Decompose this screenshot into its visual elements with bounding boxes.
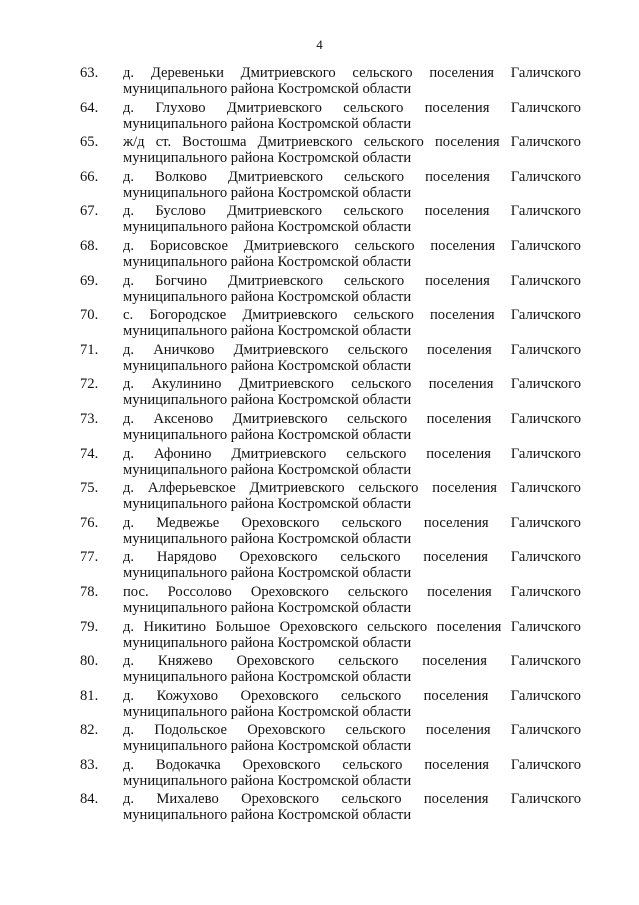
item-word: пос.	[123, 583, 149, 600]
item-number: 77.	[80, 549, 99, 566]
item-word: д.	[123, 99, 135, 116]
item-word: Галичского	[510, 272, 581, 289]
item-text-line2: муниципального района Костромской области	[123, 392, 412, 409]
item-text-line1	[123, 549, 581, 566]
page-number: 4	[316, 37, 323, 52]
item-word: поселения	[424, 203, 490, 220]
item-word: сельского	[341, 687, 402, 704]
item-word: Дмитриевского	[227, 168, 323, 185]
item-word: поселения	[434, 134, 500, 151]
item-word: д.	[123, 791, 135, 808]
item-word: Дмитриевского	[242, 307, 338, 324]
item-word: Галичского	[510, 168, 581, 185]
item-word: д.	[123, 237, 135, 254]
item-word: д.	[123, 653, 135, 670]
item-word: поселения	[429, 307, 495, 324]
item-text-line2: муниципального района Костромской области	[123, 807, 412, 824]
item-text-line1	[123, 100, 581, 117]
item-word: Деревеньки	[150, 65, 224, 81]
list-item	[0, 616, 639, 651]
item-word: Ореховского	[241, 514, 320, 531]
item-text-line1	[123, 376, 581, 393]
item-text-line2: муниципального района Костромской области	[123, 496, 412, 513]
item-word: д.	[123, 410, 135, 427]
item-word: Подольское	[154, 722, 227, 739]
item-text-line1	[123, 307, 581, 324]
item-text-line2: муниципального района Костромской области	[123, 253, 412, 270]
item-word: д.	[123, 168, 135, 185]
item-word: ж/д	[123, 134, 145, 151]
item-word: Галичского	[510, 791, 581, 808]
item-word: сельского	[367, 618, 428, 635]
item-word: поселения	[423, 514, 489, 531]
item-word: сельского	[358, 480, 419, 497]
item-number: 64.	[80, 99, 99, 116]
item-number: 73.	[80, 410, 99, 427]
list-item	[0, 719, 639, 754]
item-text-line2: муниципального района Костромской области	[123, 599, 412, 616]
item-text-line1	[123, 203, 581, 220]
item-word: сельского	[347, 583, 409, 600]
list-item	[0, 235, 639, 270]
item-number: 66.	[80, 168, 99, 185]
item-word: д.	[123, 687, 135, 704]
item-word: поселения	[429, 65, 495, 81]
item-word: Медвежье	[156, 514, 220, 531]
item-text-line1	[123, 342, 581, 359]
item-word: сельского	[354, 237, 415, 254]
item-number: 72.	[80, 376, 99, 393]
item-word: поселения	[424, 756, 490, 773]
item-word: Ореховского	[242, 756, 321, 773]
item-word: Большое	[215, 618, 271, 635]
item-number: 84.	[80, 791, 99, 808]
item-text-line2: муниципального района Костромской области	[123, 219, 412, 236]
item-word: Буслово	[155, 203, 206, 220]
item-word: поселения	[422, 653, 487, 670]
item-word: сельского	[345, 722, 406, 739]
item-text-line2: муниципального района Костромской области	[123, 738, 412, 755]
item-text-line1	[123, 722, 581, 739]
item-word: Дмитриевского	[226, 99, 322, 116]
item-word: д.	[123, 549, 135, 566]
item-word: Востошма	[182, 134, 247, 151]
item-word: Галичского	[510, 480, 581, 497]
item-word: Афонино	[153, 445, 212, 462]
item-number: 74.	[80, 445, 99, 462]
list-item	[0, 97, 639, 132]
list-item	[0, 443, 639, 478]
item-word: сельского	[341, 791, 402, 808]
item-number: 78.	[80, 583, 99, 600]
item-word: сельского	[347, 410, 408, 427]
item-text-line1	[123, 134, 581, 151]
item-word: поселения	[424, 99, 490, 116]
item-word: поселения	[425, 272, 490, 289]
item-word: Галичского	[510, 376, 581, 393]
list-item	[0, 373, 639, 408]
item-word: Галичского	[510, 445, 581, 462]
item-word: д.	[123, 376, 135, 393]
item-word: поселения	[423, 549, 489, 566]
item-text-line2: муниципального района Костромской области	[123, 288, 412, 305]
list-item	[0, 339, 639, 374]
item-text-line1	[123, 757, 581, 774]
item-word: поселения	[427, 583, 492, 600]
item-word: Ореховского	[236, 653, 315, 670]
item-number: 81.	[80, 687, 99, 704]
item-word: сельского	[338, 653, 399, 670]
item-number: 79.	[80, 618, 99, 635]
item-text-line2: муниципального района Костромской области	[123, 357, 412, 374]
item-word: Россолово	[167, 583, 232, 600]
list-item	[0, 685, 639, 720]
item-word: Ореховского	[250, 583, 329, 600]
item-word: сельского	[343, 168, 405, 185]
list-item	[0, 166, 639, 201]
item-word: Нарядово	[156, 549, 217, 566]
item-text-line1	[123, 584, 581, 601]
list-item	[0, 131, 639, 166]
item-number: 69.	[80, 272, 99, 289]
item-text-line1	[123, 411, 581, 428]
item-word: сельского	[352, 65, 413, 81]
item-word: д.	[123, 445, 135, 462]
item-word: сельского	[343, 203, 404, 220]
item-word: поселения	[423, 687, 489, 704]
item-text-line1	[123, 446, 581, 463]
item-word: Галичского	[510, 549, 581, 566]
item-text-line1	[123, 65, 581, 82]
item-word: Галичского	[510, 722, 581, 739]
list-item	[0, 754, 639, 789]
item-word: Акулинино	[151, 376, 222, 393]
item-text-line2: муниципального района Костромской области	[123, 703, 412, 720]
item-word: д.	[123, 722, 135, 739]
item-word: поселения	[426, 445, 491, 462]
item-number: 70.	[80, 307, 99, 324]
item-number: 75.	[80, 480, 99, 497]
item-word: Дмитриевского	[227, 203, 323, 220]
list-item	[0, 270, 639, 305]
item-word: Дмитриевского	[238, 376, 334, 393]
item-text-line1	[123, 653, 581, 670]
item-word: сельского	[346, 445, 407, 462]
list-item	[0, 788, 639, 823]
list-item	[0, 581, 639, 616]
item-word: поселения	[426, 410, 492, 427]
list-item	[0, 200, 639, 235]
item-word: Галичского	[510, 618, 581, 635]
item-word: Дмитриевского	[228, 272, 323, 289]
item-number: 65.	[80, 134, 99, 151]
item-word: Дмитриевского	[243, 237, 339, 254]
item-word: поселения	[425, 168, 490, 185]
item-word: Волково	[155, 168, 207, 185]
item-text-line2: муниципального района Костромской области	[123, 184, 412, 201]
item-word: поселения	[436, 618, 502, 635]
item-word: сельского	[343, 99, 404, 116]
list-item	[0, 477, 639, 512]
item-text-line1	[123, 238, 581, 255]
item-text-line1	[123, 515, 581, 532]
item-word: сельского	[353, 307, 414, 324]
item-word: д.	[123, 618, 135, 635]
item-text-line1	[123, 169, 581, 186]
item-word: с.	[123, 307, 134, 324]
item-word: Галичского	[510, 99, 581, 116]
item-word: Глухово	[155, 99, 206, 116]
item-word: Водокачка	[155, 756, 221, 773]
item-word: ст.	[155, 134, 172, 151]
item-word: Дмитриевского	[233, 341, 329, 358]
item-word: Галичского	[510, 514, 581, 531]
item-word: Галичского	[510, 203, 581, 220]
item-word: Дмитриевского	[232, 410, 328, 427]
item-word: Богчино	[155, 272, 207, 289]
list-item	[0, 62, 639, 97]
item-number: 68.	[80, 237, 99, 254]
item-word: сельского	[347, 341, 408, 358]
item-word: Галичского	[510, 341, 581, 358]
item-word: Ореховского	[279, 618, 358, 635]
item-word: Ореховского	[247, 722, 326, 739]
item-text-line2: муниципального района Костромской области	[123, 634, 412, 651]
item-word: сельского	[341, 514, 402, 531]
item-word: сельского	[342, 756, 403, 773]
item-text-line2: муниципального района Костромской области	[123, 426, 412, 443]
item-word: Ореховского	[241, 791, 320, 808]
item-word: сельского	[344, 272, 405, 289]
item-text-line1	[123, 619, 581, 636]
item-word: Галичского	[510, 65, 581, 81]
item-word: д.	[123, 756, 135, 773]
item-word: сельского	[340, 549, 401, 566]
item-word: Галичского	[510, 307, 581, 324]
item-word: д.	[123, 514, 135, 531]
item-word: Богородское	[149, 307, 227, 324]
item-word: д.	[123, 480, 135, 497]
item-word: Галичского	[510, 237, 581, 254]
item-number: 67.	[80, 203, 99, 220]
item-word: Ореховского	[239, 549, 318, 566]
list-item	[0, 546, 639, 581]
item-text-line2: муниципального района Костромской области	[123, 461, 412, 478]
item-word: Никитино	[143, 618, 207, 635]
list-item	[0, 304, 639, 339]
item-text-line1	[123, 688, 581, 705]
item-word: д.	[123, 341, 135, 358]
item-word: сельского	[351, 376, 412, 393]
item-word: Ореховского	[240, 687, 319, 704]
item-word: Михалево	[156, 791, 219, 808]
item-word: Дмитриевского	[231, 445, 327, 462]
item-number: 80.	[80, 653, 99, 670]
item-text-line2: муниципального района Костромской области	[123, 530, 412, 547]
item-text-line2: муниципального района Костромской области	[123, 323, 412, 340]
item-word: Дмитриевского	[257, 134, 353, 151]
item-text-line2: муниципального района Костромской области	[123, 669, 412, 686]
item-word: Борисовское	[149, 237, 228, 254]
item-number: 82.	[80, 722, 99, 739]
item-number: 63.	[80, 65, 99, 81]
item-word: Галичского	[510, 687, 581, 704]
item-word: Галичского	[510, 410, 581, 427]
item-text-line2: муниципального района Костромской области	[123, 115, 412, 132]
item-word: Аксеново	[153, 410, 214, 427]
item-text-line2: муниципального района Костромской области	[123, 81, 412, 97]
item-word: Кожухово	[156, 687, 219, 704]
item-word: Аничково	[153, 341, 215, 358]
item-text-line1	[123, 273, 581, 290]
item-word: сельского	[363, 134, 424, 151]
item-word: поселения	[432, 480, 497, 497]
item-word: Дмитриевского	[249, 480, 345, 497]
item-number: 83.	[80, 756, 99, 773]
item-word: поселения	[423, 791, 489, 808]
item-word: Галичского	[510, 134, 581, 151]
item-word: Княжево	[157, 653, 213, 670]
item-text-line1	[123, 480, 581, 497]
item-number: 71.	[80, 341, 99, 358]
item-text-line2: муниципального района Костромской области	[123, 565, 412, 582]
list-item	[0, 650, 639, 685]
item-word: Алферьевское	[147, 480, 236, 497]
item-word: Галичского	[510, 583, 581, 600]
item-word: Галичского	[510, 653, 581, 670]
settlement-list	[0, 62, 639, 823]
item-word: поселения	[427, 341, 492, 358]
list-item	[0, 512, 639, 547]
item-text-line1	[123, 791, 581, 808]
item-word: поселения	[430, 237, 496, 254]
item-word: поселения	[428, 376, 494, 393]
item-text-line2: муниципального района Костромской области	[123, 150, 412, 167]
item-word: д.	[123, 203, 135, 220]
item-text-line2: муниципального района Костромской области	[123, 772, 412, 789]
item-number: 76.	[80, 514, 99, 531]
item-word: д.	[123, 65, 135, 81]
item-word: Галичского	[510, 756, 581, 773]
item-word: поселения	[425, 722, 491, 739]
item-word: д.	[123, 272, 135, 289]
list-item	[0, 408, 639, 443]
item-word: Дмитриевского	[240, 65, 336, 81]
